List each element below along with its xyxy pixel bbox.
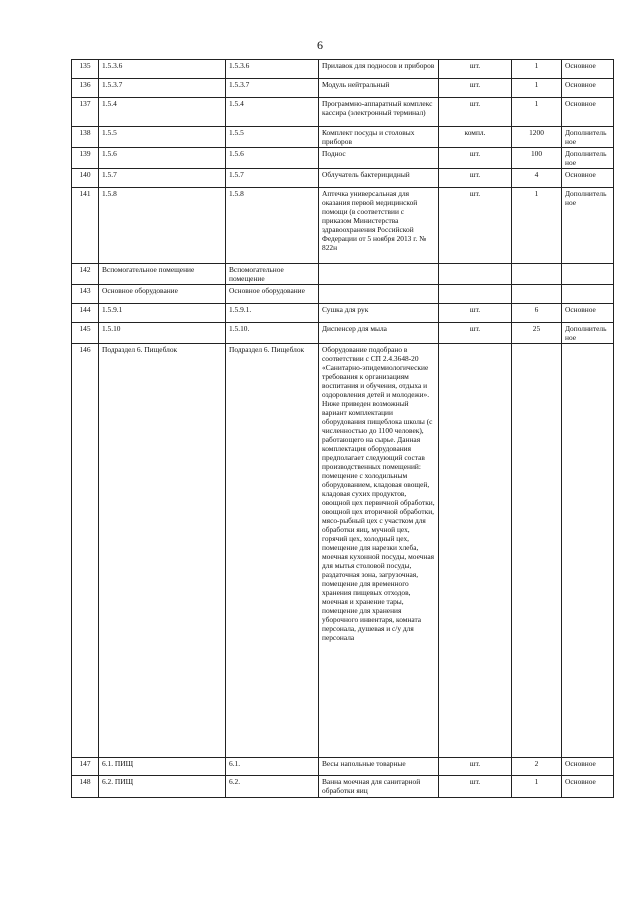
table-row — [72, 758, 614, 776]
quantity-cell: 100 — [512, 148, 562, 169]
ref-code-cell: 1.5.8 — [226, 188, 319, 264]
type-cell: Дополнительное — [562, 148, 614, 169]
unit-cell: шт. — [439, 169, 512, 188]
quantity-cell: 25 — [512, 323, 562, 344]
row-number-cell: 146 — [72, 344, 99, 758]
table-row — [72, 323, 614, 344]
table-row — [72, 776, 614, 798]
ref-code-cell: 1.5.6 — [226, 148, 319, 169]
name-cell — [319, 285, 439, 304]
unit-cell: шт. — [439, 758, 512, 776]
quantity-cell: 1 — [512, 79, 562, 98]
row-number-cell: 139 — [72, 148, 99, 169]
code-cell: 1.5.3.7 — [99, 79, 226, 98]
type-cell: Основное — [562, 98, 614, 127]
code-cell: 6.2. ПИЩ — [99, 776, 226, 798]
code-cell: 1.5.4 — [99, 98, 226, 127]
unit-cell — [439, 285, 512, 304]
row-number-cell: 143 — [72, 285, 99, 304]
unit-cell: компл. — [439, 127, 512, 148]
code-cell: Подраздел 6. Пищеблок — [99, 344, 226, 758]
unit-cell: шт. — [439, 98, 512, 127]
unit-cell: шт. — [439, 79, 512, 98]
type-cell: Основное — [562, 169, 614, 188]
table-row — [72, 169, 614, 188]
code-cell: 1.5.5 — [99, 127, 226, 148]
ref-code-cell: 1.5.4 — [226, 98, 319, 127]
table-row — [72, 98, 614, 127]
table-row — [72, 148, 614, 169]
name-cell: Аптечка универсальная для оказания первой медицинской помощи (в соответствии с приказом Министерства здравоохранения Российской Федерации от 5 ноября 2013 г. № 822н — [319, 188, 439, 264]
name-cell: Сушка для рук — [319, 304, 439, 323]
name-cell: Диспенсер для мыла — [319, 323, 439, 344]
quantity-cell — [512, 264, 562, 285]
row-number-cell: 135 — [72, 60, 99, 79]
row-number-cell: 147 — [72, 758, 99, 776]
code-cell: Основное оборудование — [99, 285, 226, 304]
row-number-cell: 137 — [72, 98, 99, 127]
table-row — [72, 127, 614, 148]
table-row — [72, 344, 614, 758]
ref-code-cell: 6.2. — [226, 776, 319, 798]
table-row — [72, 79, 614, 98]
code-cell: 1.5.7 — [99, 169, 226, 188]
code-cell: 1.5.3.6 — [99, 60, 226, 79]
quantity-cell — [512, 285, 562, 304]
row-number-cell: 145 — [72, 323, 99, 344]
type-cell: Основное — [562, 79, 614, 98]
quantity-cell: 4 — [512, 169, 562, 188]
type-cell — [562, 264, 614, 285]
unit-cell: шт. — [439, 323, 512, 344]
name-cell: Весы напольные товарные — [319, 758, 439, 776]
ref-code-cell: Основное оборудование — [226, 285, 319, 304]
ref-code-cell: 1.5.5 — [226, 127, 319, 148]
unit-cell: шт. — [439, 148, 512, 169]
type-cell: Дополнительное — [562, 188, 614, 264]
type-cell: Основное — [562, 304, 614, 323]
name-cell: Поднос — [319, 148, 439, 169]
ref-code-cell: 6.1. — [226, 758, 319, 776]
quantity-cell: 1 — [512, 60, 562, 79]
ref-code-cell: 1.5.3.6 — [226, 60, 319, 79]
unit-cell — [439, 344, 512, 758]
row-number-cell: 148 — [72, 776, 99, 798]
type-cell: Основное — [562, 776, 614, 798]
table-row — [72, 60, 614, 79]
ref-code-cell: Вспомогательное помещение — [226, 264, 319, 285]
name-cell: Прилавок для подносов и приборов — [319, 60, 439, 79]
row-number-cell: 140 — [72, 169, 99, 188]
row-number-cell: 144 — [72, 304, 99, 323]
unit-cell: шт. — [439, 776, 512, 798]
code-cell: 1.5.9.1 — [99, 304, 226, 323]
table-row — [72, 285, 614, 304]
quantity-cell: 1200 — [512, 127, 562, 148]
table-row — [72, 188, 614, 264]
name-cell — [319, 264, 439, 285]
quantity-cell: 2 — [512, 758, 562, 776]
row-number-cell: 141 — [72, 188, 99, 264]
page-number: 6 — [317, 38, 323, 52]
unit-cell: шт. — [439, 304, 512, 323]
quantity-cell: 6 — [512, 304, 562, 323]
type-cell: Дополнительное — [562, 127, 614, 148]
name-cell: Облучатель бактерицидный — [319, 169, 439, 188]
ref-code-cell: 1.5.10. — [226, 323, 319, 344]
quantity-cell: 1 — [512, 776, 562, 798]
table-row — [72, 304, 614, 323]
unit-cell: шт. — [439, 60, 512, 79]
row-number-cell: 142 — [72, 264, 99, 285]
code-cell: 1.5.6 — [99, 148, 226, 169]
unit-cell — [439, 264, 512, 285]
type-cell — [562, 344, 614, 758]
row-number-cell: 138 — [72, 127, 99, 148]
code-cell: 1.5.8 — [99, 188, 226, 264]
name-cell: Ванна моечная для санитарной обработки яиц — [319, 776, 439, 798]
quantity-cell: 1 — [512, 188, 562, 264]
quantity-cell: 1 — [512, 98, 562, 127]
name-cell: Комплект посуды и столовых приборов — [319, 127, 439, 148]
type-cell: Основное — [562, 60, 614, 79]
name-cell: Оборудование подобрано в соответствии с СП 2.4.3648-20 «Санитарно-эпидемиологические требования к организациям воспитания и обучения, отдыха и оздоровления детей и молодежи». Ниже приведен возможный вариант комплектации оборудования пищеблока школы (с численностью до 1100 человек), работающего на сырье. Данная комплектация оборудования предполагает следующий состав производственных помещений: помещение с холодильным оборудованием, кладовая овощей, кладовая сухих продуктов, овощной цех первичной обработки, овощной цех вторичной обработки, мясо-рыбный цех с участком для обработки яиц, мучной цех, горячий цех, холодный цех, помещение для нарезки хлеба, моечная кухонной посуды, моечная для мытья столовой посуды, раздаточная зона, загрузочная, помещение для временного хранения пищевых отходов, моечная и хранение тары, помещение для хранения уборочного инвентаря, комната персонала, душевая и с/у для персонала — [319, 344, 439, 758]
quantity-cell — [512, 344, 562, 758]
type-cell: Дополнительное — [562, 323, 614, 344]
ref-code-cell: Подраздел 6. Пищеблок — [226, 344, 319, 758]
ref-code-cell: 1.5.9.1. — [226, 304, 319, 323]
unit-cell: шт. — [439, 188, 512, 264]
ref-code-cell: 1.5.3.7 — [226, 79, 319, 98]
row-number-cell: 136 — [72, 79, 99, 98]
type-cell: Основное — [562, 758, 614, 776]
code-cell: 6.1. ПИЩ — [99, 758, 226, 776]
code-cell: 1.5.10 — [99, 323, 226, 344]
table-row — [72, 264, 614, 285]
type-cell — [562, 285, 614, 304]
name-cell: Модуль нейтральный — [319, 79, 439, 98]
equipment-table — [71, 59, 614, 798]
ref-code-cell: 1.5.7 — [226, 169, 319, 188]
code-cell: Вспомогательное помещение — [99, 264, 226, 285]
name-cell: Программно-аппаратный комплекс кассира (электронный терминал) — [319, 98, 439, 127]
